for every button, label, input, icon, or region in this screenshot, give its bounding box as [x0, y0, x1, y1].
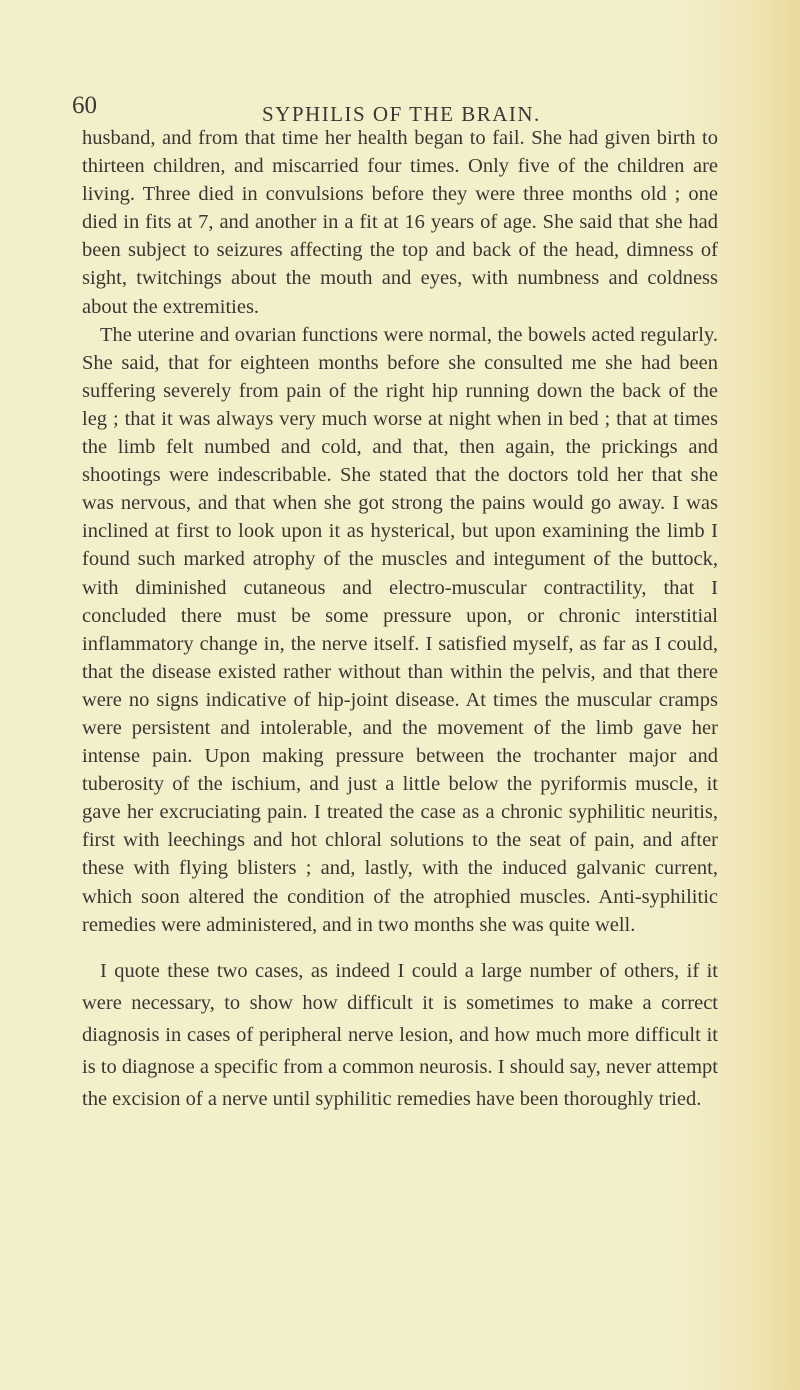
paragraph-continuation: husband, and from that time her health began to fail. She had given birth to thirteen children, and miscarried four times. Only five of the children are living. Three died in convulsions before they were three months old ; one died in fits at 7, and another in a fit at 16 years of age. She said that she had been subject to seizures affecting the top and back of the head, dimness of sight, twitchings about the mouth and eyes, with numbness and coldness about the extremities. [82, 127, 718, 318]
body-text [82, 124, 718, 1115]
paragraph-case-description: The uterine and ovarian functions were normal, the bowels acted regularly. She said, that for eighteen months before she consulted me she had been suffering severely from pain of the right hip running down the back of the leg ; that it was always very much worse at night when in bed ; that at times the limb felt numbed and cold, and that, then again, the prickings and shootings were indescribable. She stated that the doctors told her that she was nervous, and that when she got strong the pains would go away. I was inclined at first to look upon it as hysterical, but upon examining the limb I found such marked atrophy of the muscles and integument of the buttock, with diminished cutaneous and electro-muscular contractility, that I concluded there must be some pressure upon, or chronic interstitial inflammatory change in, the nerve itself. I satisfied myself, as far as I could, that the disease existed rather without than within the pelvis, and that there were no signs indicative of hip-joint disease. At times the muscular cramps were persistent and intolerable, and the movement of the limb gave her intense pain. Upon making pressure between the trochanter major and tuberosity of the ischium, and just a little below the pyriformis muscle, it gave her excruciating pain. I treated the case as a chronic syphilitic neuritis, first with leechings and hot chloral solutions to the seat of pain, and after these with flying blisters ; and, lastly, with the induced galvanic current, which soon altered the condition of the atrophied muscles. Anti-syphilitic remedies were administered, and in two months she was quite well. [82, 323, 718, 936]
page-number: 60 [72, 92, 97, 119]
paragraph-conclusion: I quote these two cases, as indeed I could a large number of others, if it were necessary, to show how difficult it is sometimes to make a correct diagnosis in cases of peripheral nerve lesion, and how much more difficult it is to diagnose a specific from a common neurosis. I should say, never attempt the excision of a nerve until syphilitic remedies have been thoroughly tried. [82, 959, 718, 1110]
running-title: SYPHILIS OF THE BRAIN. [262, 102, 541, 126]
